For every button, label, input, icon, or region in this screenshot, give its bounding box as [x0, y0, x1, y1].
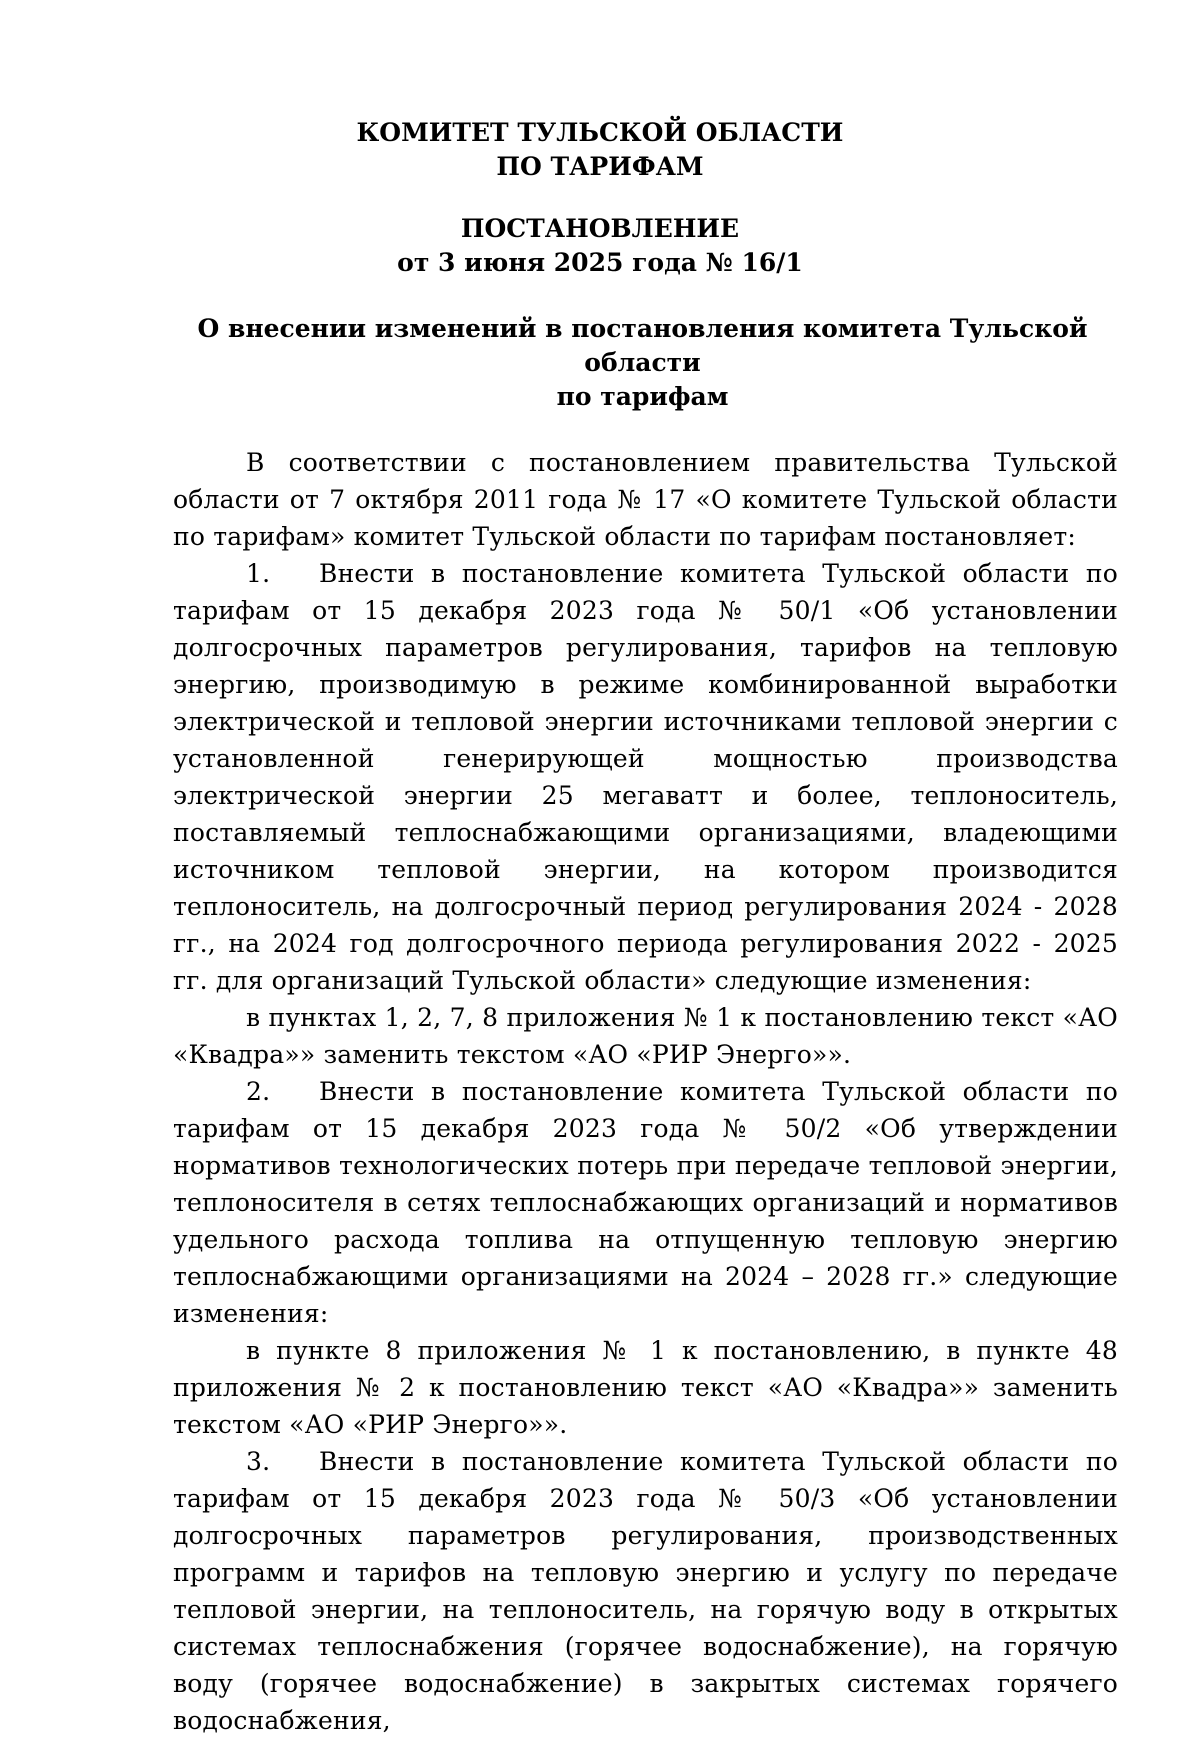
- committee-name-line1: КОМИТЕТ ТУЛЬСКОЙ ОБЛАСТИ: [356, 118, 844, 147]
- item-2-paragraph: [173, 1073, 1118, 1332]
- subject-line1: О внесении изменений в постановления комитета Тульской области: [197, 314, 1088, 377]
- preamble-paragraph: В соответствии с постановлением правительства Тульской области от 7 октября 2011 года № 17 «О комитете Тульской области по тарифам» комитет Тульской области по тарифам постановляет:: [173, 448, 1118, 551]
- item-2-text: Внести в постановление комитета Тульской области по тарифам от 15 декабря 2023 года № 50/2 «Об утверждении нормативов технологических потерь при передаче тепловой энергии, теплоносителя в сетях теплоснабжающих организаций и нормативов удельного расхода топлива на отпущенную тепловую энергию теплоснабжающими организациями на 2024 – 2028 гг.» следующие изменения:: [173, 1077, 1118, 1328]
- item-1-change-paragraph: в пунктах 1, 2, 7, 8 приложения № 1 к постановлению текст «АО «Квадра»» заменить текстом «АО «РИР Энерго»».: [173, 1003, 1118, 1069]
- subject-line2: по тарифам: [556, 382, 729, 411]
- item-2-change-paragraph: в пункте 8 приложения № 1 к постановлению, в пункте 48 приложения № 2 к постановлению текст «АО «Квадра»» заменить текстом «АО «РИР Энерго»».: [173, 1336, 1118, 1439]
- item-1-number: 1.: [246, 559, 271, 588]
- issuer-heading: [0, 116, 1200, 184]
- committee-name-line2: ПО ТАРИФАМ: [496, 152, 704, 181]
- decree-heading: [0, 212, 1200, 280]
- item-3-number: 3.: [246, 1447, 271, 1476]
- item-3-text: Внести в постановление комитета Тульской области по тарифам от 15 декабря 2023 года № 50/3 «Об установлении долгосрочных параметров регулирования, производственных программ и тарифов на тепловую энергию и услугу по передаче тепловой энергии, на теплоноситель, на горячую воду в открытых системах теплоснабжения (горячее водоснабжение), на горячую воду (горячее водоснабжение) в закрытых системах горячего водоснабжения,: [173, 1447, 1118, 1735]
- document-date-number: от 3 июня 2025 года № 16/1: [397, 248, 803, 277]
- document-body: [173, 444, 1118, 1739]
- document-subject: [170, 312, 1115, 414]
- item-2-number: 2.: [246, 1077, 271, 1106]
- item-1-text: Внести в постановление комитета Тульской области по тарифам от 15 декабря 2023 года № 50/1 «Об установлении долгосрочных параметров регулирования, тарифов на тепловую энергию, производимую в режиме комбинированной выработки электрической и тепловой энергии источниками тепловой энергии с установленной генерирующей мощностью производства электрической энергии 25 мегаватт и более, теплоноситель, поставляемый теплоснабжающими организациями, владеющими источником тепловой энергии, на котором производится теплоноситель, на долгосрочный период регулирования 2024 - 2028 гг., на 2024 год долгосрочного периода регулирования 2022 - 2025 гг. для организаций Тульской области» следующие изменения:: [173, 559, 1118, 995]
- document-type: ПОСТАНОВЛЕНИЕ: [460, 214, 740, 243]
- item-3-paragraph: [173, 1443, 1118, 1739]
- item-1-paragraph: [173, 555, 1118, 999]
